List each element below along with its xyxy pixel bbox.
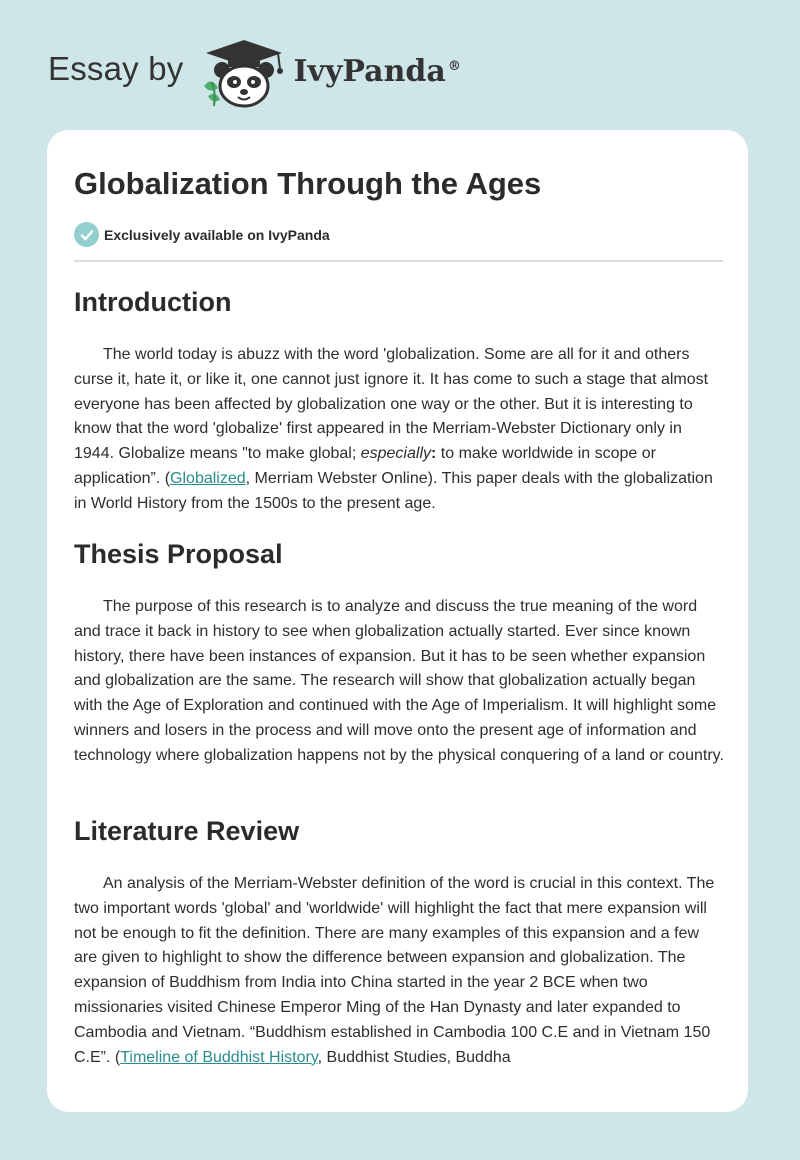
globalized-link[interactable]: Globalized	[170, 469, 246, 487]
paragraph-literature: An analysis of the Merriam-Webster definition of the word is crucial in this context. The two important words 'global' and 'worldwide' will highlight the fact that mere expansion will not be enough to fit the definition. There are many examples of this expansion and a few are given to highlight to show the difference between expansion and globalization. The expansion of Buddhism from India into China started in the year 2 BCE when two missionaries visited Chinese Emperor Ming of the Han Dynasty and later expanded to Cambodia and Vietnam. “Buddhism established in Cambodia 100 C.E and in Vietnam 150 C.E”. (Timeline of Buddhist History, Buddhist Studies, Buddha	[74, 875, 715, 1066]
site-header	[48, 36, 461, 110]
section-heading-thesis: Thesis Proposal	[74, 539, 283, 569]
ivypanda-logo-icon[interactable]	[198, 36, 290, 110]
badge-label: Exclusively available on IvyPanda	[104, 226, 330, 243]
divider	[74, 260, 723, 262]
check-icon	[74, 222, 99, 247]
brand-name[interactable]: IvyPanda ®	[293, 53, 461, 89]
essay-card	[47, 130, 748, 1112]
brand-prefix: Essay by	[48, 50, 184, 87]
exclusive-badge	[74, 222, 330, 247]
section-heading-introduction: Introduction	[74, 287, 232, 317]
paragraph-thesis: The purpose of this research is to analyze and discuss the true meaning of the word and trace it back in history to see when globalization actually started. Ever since known history, there have been instances of expansion. But it has to be seen whether expansion and globalization are the same. The research will show that globalization actually began with the Age of Exploration and continued with the Age of Imperialism. It will highlight some winners and losers in the process and will move onto the present age of information and technology where globalization happens not by the physical conquering of a land or country.	[74, 598, 724, 764]
section-heading-literature: Literature Review	[74, 816, 300, 846]
page-title: Globalization Through the Ages	[74, 166, 542, 201]
paragraph-introduction: The world today is abuzz with the word 'globalization. Some are all for it and others curse it, hate it, or like it, one cannot just ignore it. It has come to such a stage that almost everyone has been affected by globalization one way or the other. But it is interesting to know that the word 'globalize' first appeared in the Merriam-Webster Dictionary only in 1944. Globalize means "to make global; especially: to make worldwide in scope or application”. (Globalized, Merriam Webster Online). This paper deals with the globalization in World History from the 1500s to the present age.	[74, 346, 713, 512]
buddhist-timeline-link[interactable]: Timeline of Buddhist History	[120, 1048, 318, 1066]
